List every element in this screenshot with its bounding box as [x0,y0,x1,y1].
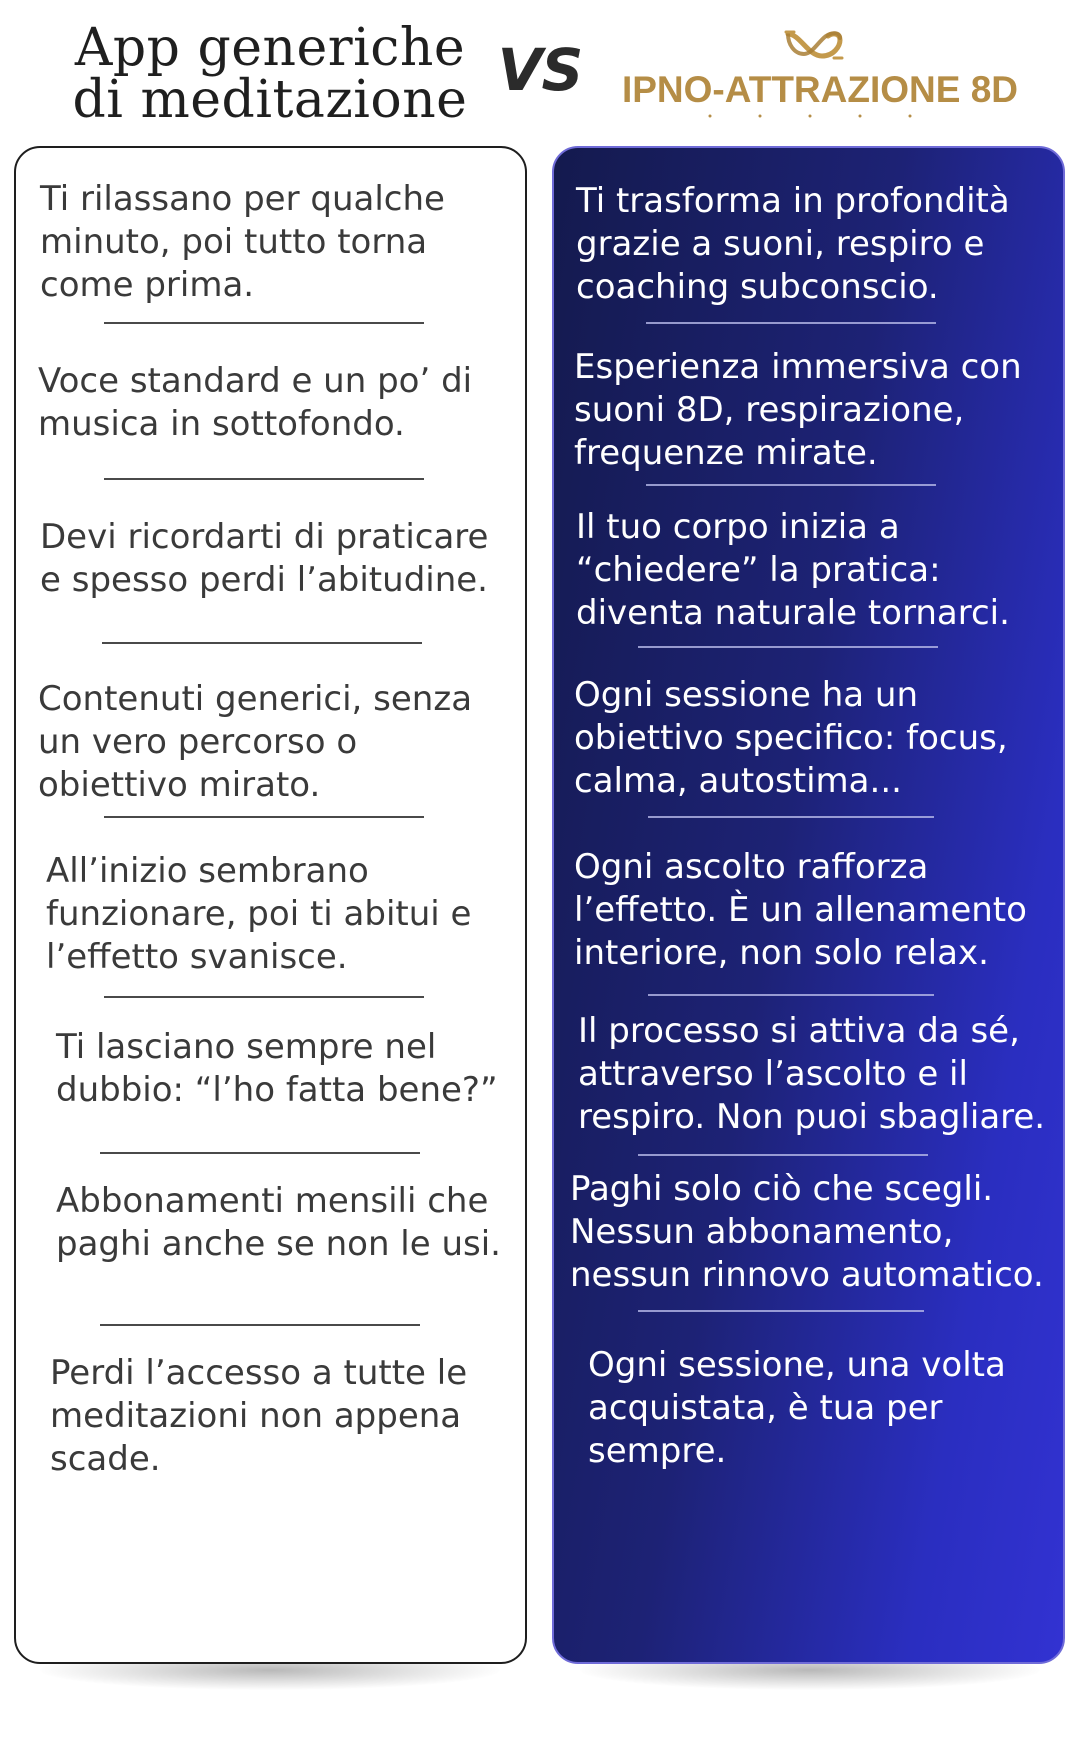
generic-apps-title-line2: di meditazione [72,70,468,130]
divider [648,816,934,818]
generic-apps-card [14,146,527,1664]
divider [638,1310,924,1312]
ipno-point-4: Ogni sessione ha un obiettivo specifico: focus, calma, autostima... [574,675,1008,801]
generic-point-8: Perdi l’accesso a tutte le meditazioni non appena scade. [50,1353,468,1479]
divider [104,996,424,998]
divider [100,1324,420,1326]
generic-apps-title-line1: App generiche [74,18,466,78]
ipno-point-5: Ogni ascolto rafforza l’effetto. È un allenamento interiore, non solo relax. [574,847,1027,973]
divider [648,994,934,996]
ipno-point-7: Paghi solo ciò che scegli. Nessun abbonamento, nessun rinnovo automatico. [570,1169,1044,1295]
generic-point-1: Ti rilassano per qualche minuto, poi tutto torna come prima. [40,179,445,305]
generic-apps-title [60,18,480,130]
ipno-point-8: Ogni sessione, una volta acquistata, è tua per sempre. [588,1345,1006,1471]
generic-point-5: All’inizio sembrano funzionare, poi ti abitui e l’effetto svanisce. [46,851,472,977]
infinity-ribbon-icon [782,28,846,62]
generic-point-4: Contenuti generici, senza un vero percorso o obiettivo mirato. [38,679,473,805]
ipno-attrazione-card [552,146,1065,1664]
brand-tagline-dots [690,114,950,118]
divider [646,484,936,486]
divider [638,646,938,648]
brand-logo [600,24,1040,124]
divider [104,478,424,480]
ipno-point-3: Il tuo corpo inizia a “chiedere” la pratica: diventa naturale tornarci. [576,507,1010,633]
generic-point-6: Ti lasciano sempre nel dubbio: “l’ho fatta bene?” [56,1027,498,1110]
versus-label: VS [497,36,583,104]
ipno-point-2: Esperienza immersiva con suoni 8D, respirazione, frequenze mirate. [574,347,1022,473]
generic-point-7: Abbonamenti mensili che paghi anche se non le usi. [56,1181,501,1264]
generic-point-3: Devi ricordarti di praticare e spesso perdi l’abitudine. [40,517,489,600]
ipno-point-1: Ti trasforma in profondità grazie a suoni, respiro e coaching subconscio. [576,181,1010,307]
brand-name: IPNO-ATTRAZIONE 8D [621,69,1019,110]
generic-point-2: Voce standard e un po’ di musica in sottofondo. [38,361,473,444]
divider [100,1152,420,1154]
divider [104,322,424,324]
divider [646,322,936,324]
ipno-point-6: Il processo si attiva da sé, attraverso l’ascolto e il respiro. Non puoi sbagliare. [578,1011,1046,1137]
divider [102,642,422,644]
divider [638,1154,928,1156]
divider [104,816,424,818]
